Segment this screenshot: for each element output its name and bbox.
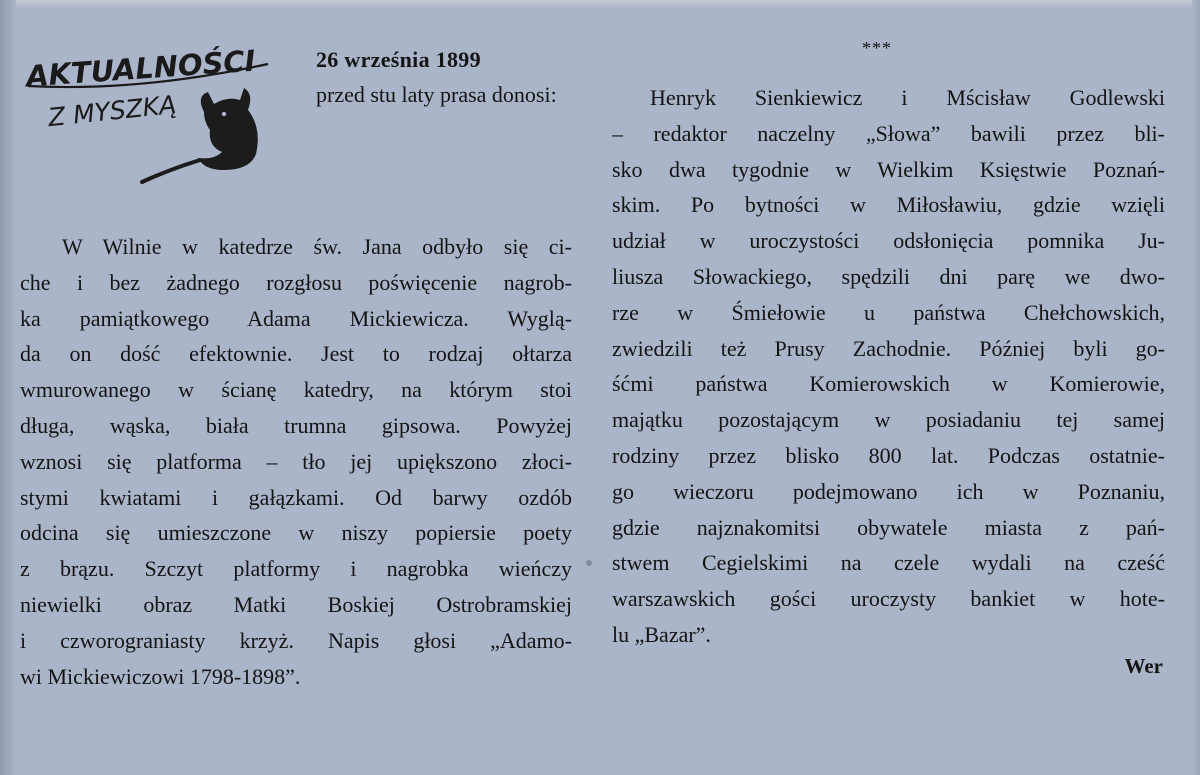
text-line: śćmi państwa Komierowskich w Komierowie, [612,371,1165,397]
text-line: stwem Cegielskimi na czele wydali na cześć [612,550,1165,576]
text-line: sko dwa tygodnie w Wielkim Księstwie Poznań- [612,156,1165,182]
section-separator: *** [862,38,892,58]
text-line: stymi kwiatami i gałązkami. Od barwy ozdób [20,484,572,510]
text-line: lu „Bazar”. [612,621,711,647]
article-intro: przed stu laty prasa donosi: [316,82,557,107]
text-line: rze w Śmiełowie u państwa Chełchowskich, [612,299,1165,325]
text-line: skim. Po bytności w Miłosławiu, gdzie wzięli [612,192,1165,218]
text-line: udział w uroczystości odsłonięcia pomnika Ju- [612,228,1165,254]
text-line: zwiedzili też Prusy Zachodnie. Później byli go- [612,335,1165,361]
text-line: długa, wąska, biała trumna gipsowa. Powyżej [20,412,572,438]
page-edge [0,0,1200,8]
text-line: wmurowanego w ścianę katedry, na którym stoi [20,377,572,403]
text-line: niewielki obraz Matki Boskiej Ostrobramskiej [20,591,572,617]
text-line: gdzie najznakomitsi obywatele miasta z pań- [612,514,1165,540]
text-line: da on dość efektownie. Jest to rodzaj ołtarza [20,341,572,367]
article-date: 26 września 1899 [316,47,481,72]
text-line: W Wilnie w katedrze św. Jana odbyło się ci- [62,234,572,259]
dateline [316,42,586,112]
text-line: wi Mickiewiczowi 1798-1898”. [20,663,301,689]
page-shadow [0,0,16,775]
text-line: odcina się umieszczone w niszy popiersie poety [20,520,572,546]
left-article [20,229,572,694]
text-line: ka pamiątkowego Adama Mickiewicza. Wyglą- [20,305,572,331]
text-line: Henryk Sienkiewicz i Mścisław Godlewski [650,85,1165,110]
text-line: z brązu. Szczyt platformy i nagrobka wieńczy [20,556,572,582]
text-line: wznosi się platforma – tło jej upiększono złoci- [20,448,572,474]
print-speck [586,560,592,566]
logo-subtitle: Z MYSZKĄ [46,89,178,133]
right-article [612,80,1165,653]
text-line: majątku pozostającym w posiadaniu tej samej [612,407,1165,433]
text-line: i czworograniasty krzyż. Napis głosi „Adamo- [20,627,572,653]
text-line: rodziny przez blisko 800 lat. Podczas ostatnie- [612,442,1165,468]
text-line: che i bez żadnego rozgłosu poświęcenie nagrob- [20,269,572,295]
column-logo [18,20,288,190]
logo-title: AKTUALNOŚCI [24,43,257,94]
author-signature: Wer [1124,654,1163,678]
text-line: go wieczoru podejmowano ich w Poznaniu, [612,478,1165,504]
page-shadow-right [1192,0,1200,775]
text-line: – redaktor naczelny „Słowa” bawili przez bli- [612,120,1165,146]
text-line: liusza Słowackiego, spędzili dni parę we dwo- [612,263,1165,289]
text-line: warszawskich gości uroczysty bankiet w hote- [612,586,1165,612]
